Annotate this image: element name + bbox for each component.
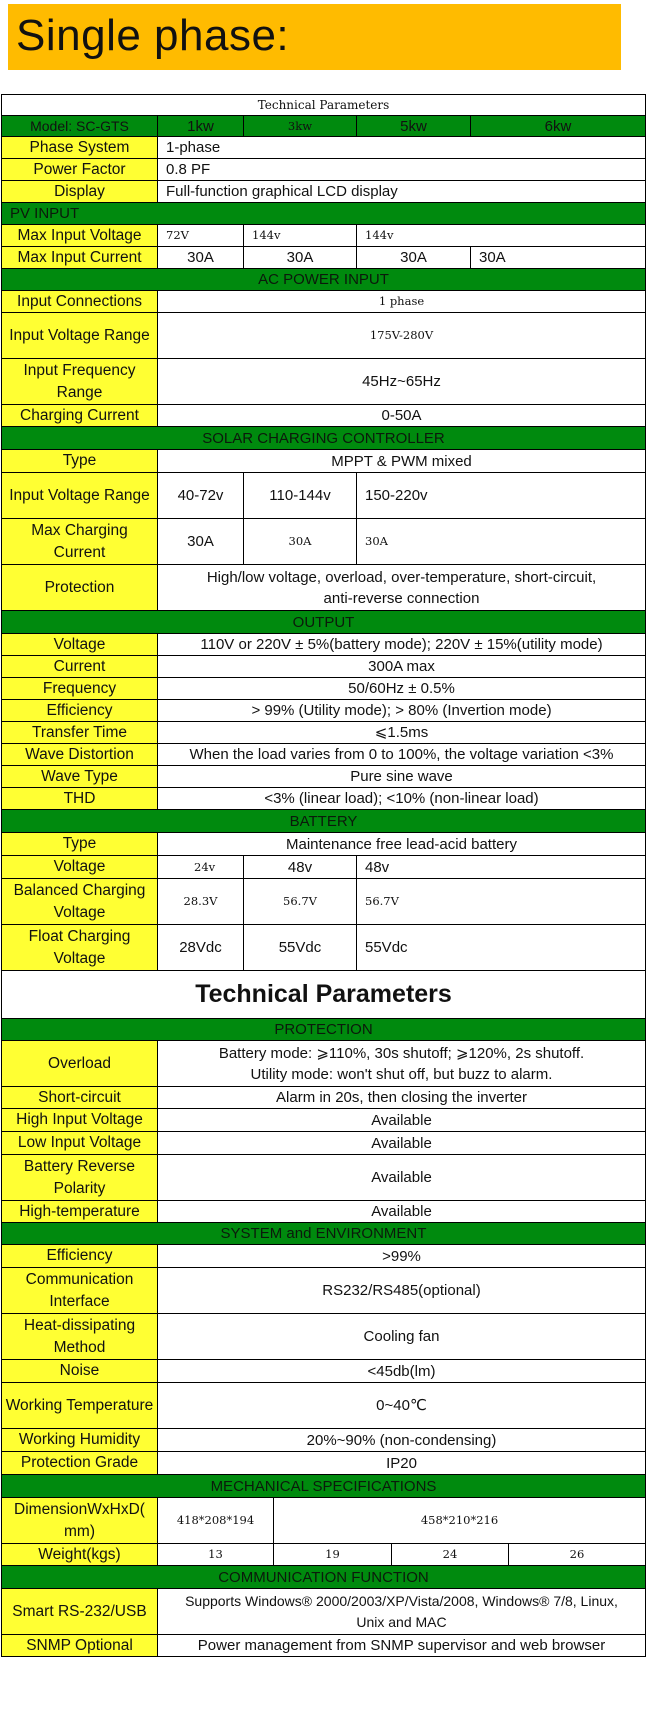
row-label: Balanced Charging Voltage [2, 879, 158, 924]
banner-title: Single phase: [16, 11, 290, 60]
row-label: Efficiency [2, 1245, 158, 1267]
row-value: 110V or 220V ± 5%(battery mode); 220V ± 15%(utility mode) [200, 636, 603, 653]
spec-row [1, 833, 646, 856]
section-heading-mechanical [1, 1475, 646, 1498]
spec-row [1, 1155, 646, 1201]
table-title-row [1, 94, 646, 116]
spec-row [1, 1268, 646, 1314]
row-label: Transfer Time [2, 722, 158, 743]
row-value: <3% (linear load); <10% (non-linear load) [264, 790, 539, 807]
row-value: 30A [357, 247, 471, 268]
row-label: Power Factor [2, 159, 158, 180]
row-label: Type [2, 450, 158, 472]
spec-row [1, 788, 646, 810]
spec-row [1, 450, 646, 473]
spec-row [1, 1041, 646, 1087]
spec-row [1, 225, 646, 247]
row-value: 300A max [368, 658, 435, 675]
row-value: Pure sine wave [350, 768, 453, 785]
row-value [158, 1041, 645, 1086]
row-value: 30A [244, 519, 357, 564]
section-heading-text: PV INPUT [10, 205, 80, 222]
row-label: Input Frequency Range [2, 359, 158, 404]
row-label: Input Connections [2, 291, 158, 312]
row-value: 26 [569, 1547, 585, 1561]
section-heading-output [1, 611, 646, 634]
row-label: Efficiency [2, 700, 158, 721]
row-label: Protection Grade [2, 1452, 158, 1474]
spec-row [1, 1589, 646, 1635]
row-value: 72V [158, 225, 244, 246]
spec-row [1, 181, 646, 203]
row-value: > 99% (Utility mode); > 80% (Invertion mode) [251, 702, 552, 719]
section2-title: Technical Parameters [195, 980, 452, 1008]
row-label: High Input Voltage [2, 1109, 158, 1131]
row-label: Working Humidity [2, 1429, 158, 1451]
row-value: 28.3V [158, 879, 244, 924]
spec-row [1, 1132, 646, 1155]
model-col-3kw: 3kw [244, 116, 357, 136]
model-col-5kw: 5kw [357, 116, 471, 136]
row-value: 30A [158, 247, 244, 268]
row-label: Max Input Current [2, 247, 158, 268]
row-value: 56.7V [244, 879, 357, 924]
section-heading-pv-input [1, 203, 646, 225]
row-value: 13 [158, 1544, 274, 1565]
row-value: Available [371, 1111, 432, 1129]
row-label: Noise [2, 1360, 158, 1382]
spec-row [1, 1201, 646, 1223]
row-label: Smart RS-232/USB [2, 1589, 158, 1634]
row-label: Display [2, 181, 158, 202]
row-value: <45db(lm) [367, 1362, 436, 1380]
section-heading-text: COMMUNICATION FUNCTION [218, 1568, 429, 1586]
spec-row [1, 137, 646, 159]
spec-row [1, 1360, 646, 1383]
row-value: 1 phase [378, 294, 425, 308]
spec-row [1, 700, 646, 722]
row-label: Communication Interface [2, 1268, 158, 1313]
row-label: Max Input Voltage [2, 225, 158, 246]
row-value: 24 [392, 1544, 509, 1565]
row-value: RS232/RS485(optional) [322, 1282, 481, 1299]
spec-row [1, 1452, 646, 1475]
row-value: 48v [365, 858, 390, 876]
row-label: Wave Type [2, 766, 158, 787]
row-label: Overload [2, 1041, 158, 1086]
value-line: Battery mode: ⩾110%, 30s shutoff; ⩾120%, 2s shutoff. [218, 1044, 585, 1062]
spec-row [1, 359, 646, 405]
spec-row [1, 744, 646, 766]
section2-title-row [1, 971, 646, 1019]
row-value: 45Hz~65Hz [362, 373, 441, 390]
row-label: SNMP Optional [2, 1635, 158, 1656]
spec-row [1, 722, 646, 744]
row-value: 110-144v [244, 473, 357, 518]
row-label: Frequency [2, 678, 158, 699]
value-line: Supports Windows® 2000/2003/XP/Vista/2008, Windows® 7/8, Linux, [185, 1592, 618, 1609]
section-heading-communication [1, 1566, 646, 1589]
spec-row [1, 1498, 646, 1544]
spec-row [1, 879, 646, 925]
row-value: 150-220v [365, 487, 428, 504]
section-heading-text: SOLAR CHARGING CONTROLLER [202, 429, 445, 447]
section-heading-text: SYSTEM and ENVIRONMENT [220, 1225, 427, 1242]
spec-row [1, 925, 646, 971]
row-value: 20%~90% (non-condensing) [306, 1431, 497, 1449]
spec-row [1, 1245, 646, 1268]
row-label: Input Voltage Range [2, 313, 158, 358]
row-value: 175V-280V [369, 328, 434, 342]
row-value: >99% [382, 1247, 421, 1265]
row-value: Alarm in 20s, then closing the inverter [276, 1089, 527, 1106]
row-value: 0.8 PF [166, 161, 211, 178]
row-value: 48v [244, 856, 357, 878]
row-value: 56.7V [365, 894, 399, 908]
value-line: anti-reverse connection [323, 589, 480, 607]
spec-row [1, 1635, 646, 1657]
row-value: 30A [244, 247, 357, 268]
row-value: Maintenance free lead-acid battery [286, 835, 517, 853]
spec-row [1, 1087, 646, 1109]
spec-row [1, 313, 646, 359]
table-title: Technical Parameters [257, 98, 390, 112]
spec-row [1, 405, 646, 427]
row-value: 0-50A [381, 407, 422, 424]
row-label: Heat-dissipating Method [2, 1314, 158, 1359]
row-value: When the load varies from 0 to 100%, the voltage variation <3% [189, 746, 614, 763]
spec-row [1, 159, 646, 181]
row-label: Input Voltage Range [2, 473, 158, 518]
row-value: 1-phase [166, 139, 221, 156]
model-col-6kw: 6kw [471, 116, 645, 136]
section-heading-text: BATTERY [289, 812, 358, 830]
spec-row [1, 656, 646, 678]
section-heading-text: OUTPUT [292, 613, 355, 631]
row-value: 144v [365, 228, 394, 242]
row-label: Current [2, 656, 158, 677]
section-heading-battery [1, 810, 646, 833]
row-label: DimensionWxHxD( mm) [2, 1498, 158, 1543]
spec-row [1, 519, 646, 565]
row-value: Power management from SNMP supervisor and web browser [197, 1637, 606, 1654]
row-label: Float Charging Voltage [2, 925, 158, 970]
spec-row [1, 1544, 646, 1566]
value-line: High/low voltage, overload, over-temperature, short-circuit, [206, 568, 597, 586]
row-value: 19 [274, 1544, 392, 1565]
row-label: Working Temperature [2, 1383, 158, 1428]
row-value: 50/60Hz ± 0.5% [348, 680, 455, 697]
row-value [158, 565, 645, 610]
row-label: Wave Distortion [2, 744, 158, 765]
row-value: Available [371, 1203, 432, 1220]
row-value: 418*208*194 [158, 1498, 274, 1543]
page-banner [8, 4, 621, 70]
row-value: 144v [244, 225, 357, 246]
spec-row [1, 856, 646, 879]
model-label: Model: SC-GTS [2, 116, 158, 136]
row-label: Protection [2, 565, 158, 610]
row-label: Low Input Voltage [2, 1132, 158, 1154]
row-value: 458*210*216 [420, 1513, 499, 1527]
row-label: Max Charging Current [2, 519, 158, 564]
section-heading-text: PROTECTION [274, 1021, 373, 1038]
spec-row [1, 473, 646, 519]
spec-table [1, 94, 646, 1657]
row-value: 30A [158, 519, 244, 564]
row-value: Full-function graphical LCD display [166, 183, 398, 200]
row-value: Cooling fan [363, 1328, 440, 1345]
model-col-1kw: 1kw [158, 116, 244, 136]
row-label: High-temperature [2, 1201, 158, 1222]
section-heading-ac-input [1, 269, 646, 291]
section-heading-protection [1, 1019, 646, 1041]
spec-row [1, 678, 646, 700]
row-value: IP20 [386, 1454, 417, 1472]
spec-row [1, 1314, 646, 1360]
row-label: Charging Current [2, 405, 158, 426]
row-label: Battery Reverse Polarity [2, 1155, 158, 1200]
spec-row [1, 1383, 646, 1429]
row-value: Available [371, 1134, 432, 1152]
spec-row [1, 247, 646, 269]
spec-row [1, 1109, 646, 1132]
spec-row [1, 291, 646, 313]
row-label: Type [2, 833, 158, 855]
row-label: Phase System [2, 137, 158, 158]
spec-row [1, 1429, 646, 1452]
section-heading-solar [1, 427, 646, 450]
row-label: THD [2, 788, 158, 809]
row-value: 40-72v [158, 473, 244, 518]
row-value: 0~40℃ [376, 1397, 427, 1414]
row-value [158, 1589, 645, 1634]
section-heading-text: AC POWER INPUT [258, 271, 389, 288]
row-value: 24v [158, 856, 244, 878]
row-label: Weight(kgs) [2, 1544, 158, 1565]
row-label: Short-circuit [2, 1087, 158, 1108]
spec-row [1, 634, 646, 656]
model-row [1, 116, 646, 137]
row-value: ⩽1.5ms [374, 724, 429, 741]
value-line: Utility mode: won't shut off, but buzz to alarm. [250, 1065, 553, 1083]
spec-row [1, 565, 646, 611]
row-value: MPPT & PWM mixed [331, 452, 472, 470]
section-heading-system [1, 1223, 646, 1245]
section-heading-text: MECHANICAL SPECIFICATIONS [210, 1477, 437, 1495]
row-value: 28Vdc [158, 925, 244, 970]
spec-row [1, 766, 646, 788]
row-value: 30A [365, 534, 388, 548]
row-value: 55Vdc [244, 925, 357, 970]
row-value: Available [371, 1169, 432, 1186]
row-label: Voltage [2, 634, 158, 655]
row-value: 55Vdc [365, 939, 408, 956]
row-label: Voltage [2, 856, 158, 878]
row-value: 30A [479, 249, 506, 266]
value-line: Unix and MAC [356, 1613, 447, 1630]
